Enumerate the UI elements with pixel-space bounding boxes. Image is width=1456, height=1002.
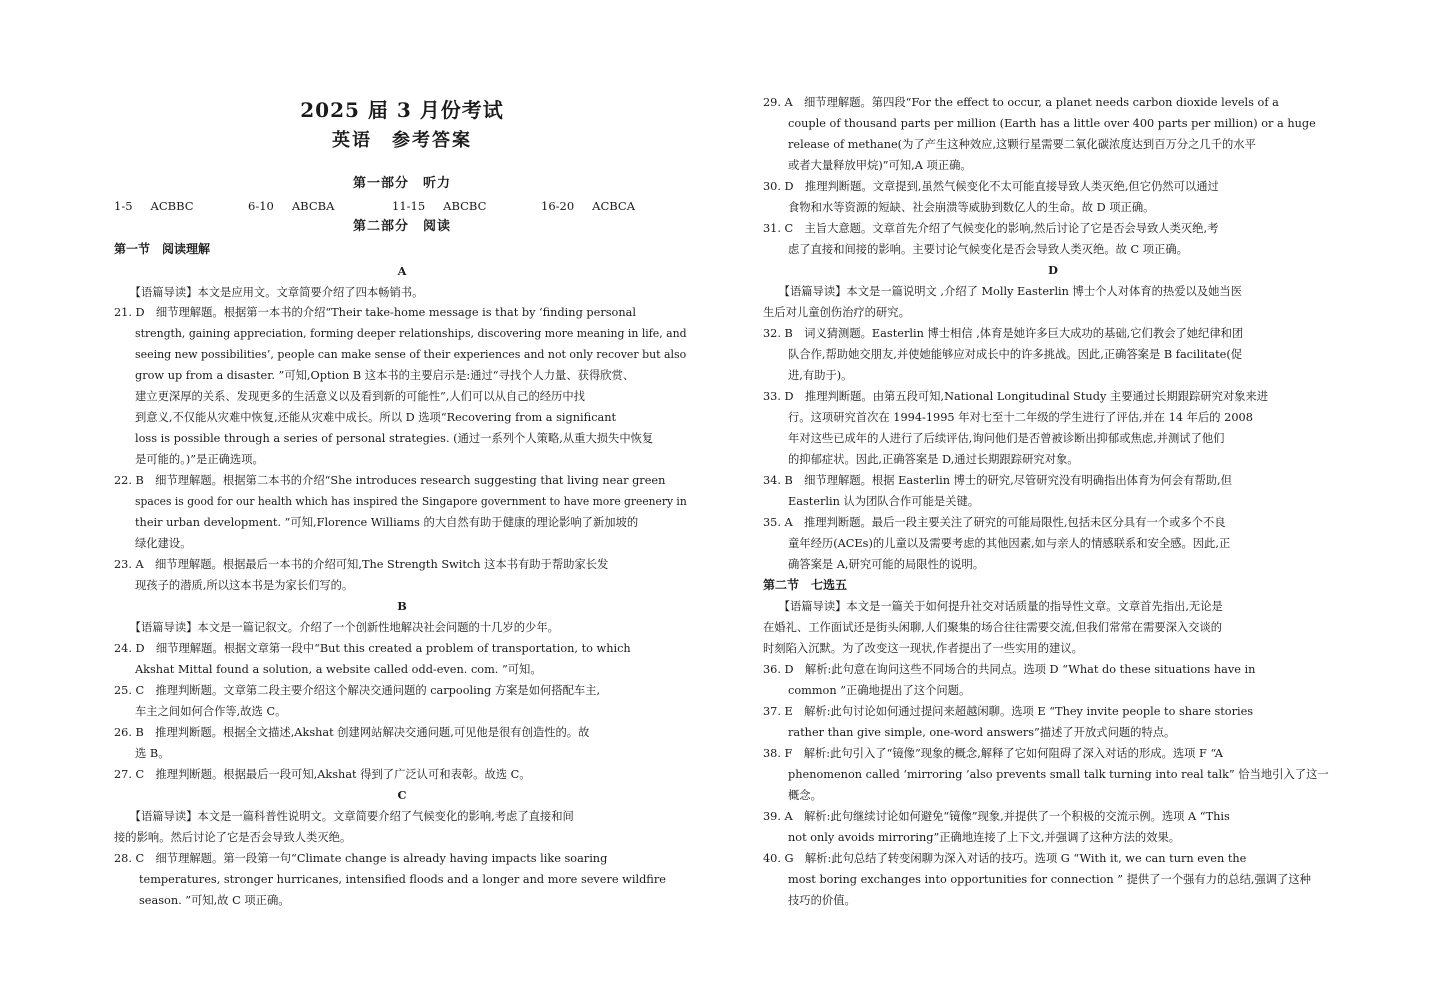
section1-heading: 第一节 阅读理解 — [114, 242, 211, 256]
text-line: 确答案是 A,研究可能的局限性的说明。 — [788, 558, 985, 571]
text-line: 25. C 推理判断题。文章第二段主要介绍这个解决交通问题的 carpooling 方案是如何搭配车主, — [114, 684, 601, 697]
text-line: 34. B 细节理解题。根据 Easterlin 博士的研究,尽管研究没有明确指出体育为何会有帮助,但 — [763, 474, 1232, 487]
text-line: 选 B。 — [135, 747, 170, 760]
text-line: 技巧的价值。 — [788, 894, 856, 907]
text-line: season. ”可知,故 C 项正确。 — [139, 894, 290, 907]
text-line: 行。这项研究首次在 1994-1995 年对七至十二年级的学生进行了评估,并在 14 年后的 2008 — [788, 411, 1253, 424]
text-line: 在婚礼、工作面试还是街头闲聊,人们聚集的场合往往需要交流,但我们常常在需要深入交谈的 — [763, 621, 1223, 634]
passage-label: B — [397, 599, 407, 613]
text-line: 28. C 细节理解题。第一段第一句“Climate change is already having impacts like soaring — [114, 852, 608, 865]
text-line: 37. E 解析:此句讨论如何通过提问来超越闲聊。选项 E “They invite people to share stories — [763, 705, 1254, 718]
text-line: 32. B 词义猜测题。Easterlin 博士相信 ,体育是她许多巨大成功的基础,它们教会了她纪律和团 — [763, 327, 1244, 340]
passage-label: C — [397, 788, 407, 802]
text-line: 【语篇导读】本文是一篇科普性说明文。文章简要介绍了气候变化的影响,考虑了直接和间 — [124, 810, 574, 823]
answer-group: 16-20 ACBCA — [541, 199, 636, 213]
text-line: 【语篇导读】本文是一篇关于如何提升社交对话质量的指导性文章。文章首先指出,无论是 — [773, 600, 1223, 613]
text-line: 概念。 — [788, 789, 822, 802]
answer-group: 6-10 ABCBA — [248, 199, 335, 213]
text-line: 虑了直接和间接的影响。主要讨论气候变化是否会导致人类灭绝。故 C 项正确。 — [788, 243, 1188, 256]
text-line: common ”正确地提出了这个问题。 — [788, 684, 971, 697]
text-line: 生后对儿童创伤治疗的研究。 — [763, 306, 910, 319]
text-line: 食物和水等资源的短缺、社会崩溃等威胁到数亿人的生命。故 D 项正确。 — [788, 201, 1155, 214]
text-line: Easterlin 认为团队合作可能是关键。 — [788, 495, 980, 508]
text-line: 38. F 解析:此句引入了“镜像”现象的概念,解释了它如何阻碍了深入对话的形成。选项 F “A — [763, 747, 1223, 760]
answer-group: 11-15 ABCBC — [392, 199, 487, 213]
text-line: 建立更深厚的关系、发现更多的生活意义以及看到新的可能性”,人们可以从自己的经历中找 — [135, 390, 585, 403]
text-line: 车主之间如何合作等,故选 C。 — [135, 705, 287, 718]
text-line: 接的影响。然后讨论了它是否会导致人类灭绝。 — [114, 831, 352, 844]
text-line: 36. D 解析:此句意在询问这些不同场合的共同点。选项 D “What do these situations have in — [763, 663, 1256, 676]
text-line: 【语篇导读】本文是一篇记叙文。介绍了一个创新性地解决社会问题的十几岁的少年。 — [124, 621, 559, 634]
text-line: 童年经历(ACEs)的儿童以及需要考虑的其他因素,如与亲人的情感联系和安全感。因此,正 — [788, 537, 1231, 550]
text-line: 33. D 推理判断题。由第五段可知,National Longitudinal Study 主要通过长期跟踪研究对象来进 — [763, 390, 1269, 403]
text-line: 21. D 细节理解题。根据第一本书的介绍“Their take-home message is that by ‘finding personal — [114, 306, 636, 319]
text-line: 到意义,不仅能从灾难中恢复,还能从灾难中成长。所以 D 选项“Recovering from a significant — [135, 411, 617, 424]
part1-heading: 第一部分 听力 — [352, 176, 451, 191]
text-line: 是可能的。)”是正确选项。 — [135, 453, 264, 466]
text-line: 23. A 细节理解题。根据最后一本书的介绍可知,The Strength Switch 这本书有助于帮助家长发 — [114, 558, 609, 571]
answer-group: 1-5 ACBBC — [114, 199, 194, 213]
text-line: 的抑郁症状。因此,正确答案是 D,通过长期跟踪研究对象。 — [788, 453, 1079, 466]
text-line: 31. C 主旨大意题。文章首先介绍了气候变化的影响,然后讨论了它是否会导致人类灭绝,考 — [763, 222, 1219, 235]
text-line: strength, gaining appreciation, forming deeper relationships, discovering more meaning in life, and — [135, 327, 687, 340]
text-line: couple of thousand parts per million (Earth has a little over 400 parts per million) or a huge — [788, 117, 1316, 130]
page-subtitle: 英语 参考答案 — [332, 130, 472, 151]
text-line: 40. G 解析:此句总结了转变闲聊为深入对话的技巧。选项 G “With it, we can turn even the — [763, 852, 1247, 865]
text-line: 队合作,帮助她交朋友,并使她能够应对成长中的许多挑战。因此,正确答案是 B facilitate(促 — [788, 348, 1243, 361]
passage-label: D — [1048, 263, 1058, 277]
section2-heading: 第二节 七选五 — [763, 578, 848, 592]
text-line: Akshat Mittal found a solution, a website called odd-even. com. ”可知。 — [135, 663, 542, 676]
part2-heading: 第二部分 阅读 — [352, 219, 451, 234]
text-line: grow up from a disaster. ”可知,Option B 这本书的主要启示是:通过“寻找个人力量、获得欣赏、 — [135, 369, 635, 382]
text-line: rather than give simple, one-word answers”描述了开放式问题的特点。 — [788, 726, 1176, 739]
text-line: 时刻陷入沉默。为了改变这一现状,作者提出了一些实用的建议。 — [763, 642, 1083, 655]
text-line: most boring exchanges into opportunities for connection ” 提供了一个强有力的总结,强调了这种 — [788, 873, 1311, 886]
text-line: 39. A 解析:此句继续讨论如何避免“镜像”现象,并提供了一个积极的交流示例。选项 A “This — [763, 810, 1230, 823]
text-line: 现孩子的潜质,所以这本书是为家长们写的。 — [135, 579, 354, 592]
text-line: phenomenon called ‘mirroring ’also prevents small talk turning into real talk” 恰当地引入了这一 — [788, 768, 1329, 781]
text-line: loss is possible through a series of personal strategies. (通过一系列个人策略,从重大损失中恢复 — [135, 432, 654, 445]
text-line: 24. D 细节理解题。根据文章第一段中“But this created a problem of transportation, to which — [114, 642, 631, 655]
text-line: 进,有助于)。 — [788, 369, 853, 382]
text-line: their urban development. ”可知,Florence Williams 的大自然有助于健康的理论影响了新加坡的 — [135, 516, 639, 529]
text-line: 26. B 推理判断题。根据全文描述,Akshat 创建网站解决交通问题,可见他是很有创造性的。故 — [114, 726, 590, 739]
text-line: seeing new possibilities’, people can make sense of their experiences and not only recover but also — [135, 348, 687, 361]
text-line: 29. A 细节理解题。第四段“For the effect to occur, a planet needs carbon dioxide levels of a — [763, 96, 1279, 109]
text-line: release of methane(为了产生这种效应,这颗行星需要二氧化碳浓度达到百万分之几千的水平 — [788, 138, 1256, 151]
text-line: 22. B 细节理解题。根据第二本书的介绍“She introduces research suggesting that living near green — [114, 474, 666, 487]
text-line: spaces is good for our health which has inspired the Singapore government to have more greenery in — [135, 495, 687, 508]
text-line: not only avoids mirroring”正确地连接了上下文,并强调了这种方法的效果。 — [788, 831, 1181, 844]
passage-label: A — [397, 264, 407, 278]
text-line: 35. A 推理判断题。最后一段主要关注了研究的可能局限性,包括未区分具有一个或多个不良 — [763, 516, 1226, 529]
text-line: 【语篇导读】本文是一篇说明文 ,介绍了 Molly Easterlin 博士个人对体育的热爱以及她当医 — [773, 285, 1242, 298]
text-line: 【语篇导读】本文是应用文。文章简要介绍了四本畅销书。 — [124, 286, 424, 299]
page-title: 2025 届 3 月份考试 — [300, 98, 504, 122]
text-line: 30. D 推理判断题。文章提到,虽然气候变化不太可能直接导致人类灭绝,但它仍然可以通过 — [763, 180, 1219, 193]
text-line: 或者大量释放甲烷)”可知,A 项正确。 — [788, 159, 972, 172]
text-line: temperatures, stronger hurricanes, intensified floods and a longer and more severe wildfire — [139, 873, 666, 886]
text-line: 年对这些已成年的人进行了后续评估,询问他们是否曾被诊断出抑郁或焦虑,并测试了他们 — [788, 432, 1225, 445]
text-line: 绿化建设。 — [135, 537, 192, 550]
text-line: 27. C 推理判断题。根据最后一段可知,Akshat 得到了广泛认可和表彰。故选 C。 — [114, 768, 531, 781]
